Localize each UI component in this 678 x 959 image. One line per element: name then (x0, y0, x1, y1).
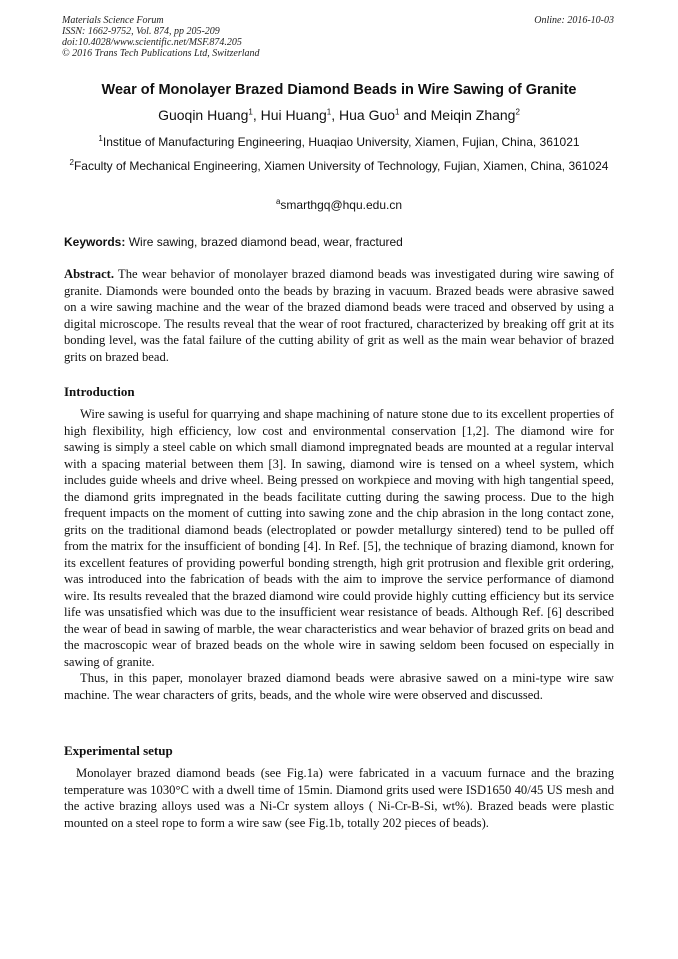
author-list (40, 107, 638, 123)
author-name: Guoqin Huang (158, 107, 249, 123)
introduction-body (64, 406, 614, 703)
email-mark: a (275, 197, 281, 206)
keywords (64, 235, 616, 249)
introduction-heading: Introduction (64, 384, 135, 399)
abstract (64, 266, 614, 365)
paragraph: Wire sawing is useful for quarrying and shape machining of nature stone due to its excellent properties of high flexibility, high efficiency, low cost and environmental conservation [1,2]. The diamond wire for sawing is simply a steel cable on which small diamond impregnated beads are mounted at a regular interval with a spacing material between them [3]. In sawing, diamond wire is tensed on a wheel system, which includes guide wheels and drive wheel. Being pressed on workpiece and moving with high tangential speed, the diamond grits impregnated in the beads facilitate cutting during the sawing process. Due to the high frequent impacts on the moment of cutting into sawing zone and the chip abrasion in the long contact zone, grits on the traditional diamond beads (electroplated or powder metallurgy sintered) tend to be pulled off from the matrix for the insufficient of bonding [4]. In Ref. [5], the technique of brazing diamond, known for its excellent features of providing powerful bonding strength, high grit protrusion and flexible grit ordering, was introduced into the fabrication of beads with the aim to improve the service performance of diamond wire. Its results revealed that the brazed diamond wire could provide highly cutting efficiency but its service life was unsatisfied which was due to the insufficient wear resistance of beads. Although Ref. [6] described the wear of bead in sawing of marble, the wear characteristics and wear behavior of brazed grits on bead and the macroscopic wear of brazed beads on the whole wire in sawing seldom been focused on especially in sawing of granite. (64, 407, 614, 669)
experimental-body (64, 765, 614, 831)
author-aff-mark: 2 (515, 107, 520, 117)
author-email (40, 198, 638, 212)
journal-name: Materials Science Forum (62, 15, 164, 26)
online-date: Online: 2016-10-03 (534, 15, 614, 26)
paragraph: Monolayer brazed diamond beads (see Fig.1a) were fabricated in a vacuum furnace and the brazing temperature was 1030°C with a dwell time of 15min. Diamond grits used were ISD1650 40/45 US mesh and the active brazing alloys used was a Ni-Cr system alloys ( Ni-Cr-B-Si, wt%). Brazed beads were plastic mounted on a steel rope to form a wire saw (see Fig.1b, totally 202 pieces of beads). (64, 766, 614, 830)
issn-line: ISSN: 1662-9752, Vol. 874, pp 205-209 (62, 26, 220, 37)
author-aff-mark: 1 (326, 107, 332, 117)
author-separator: and (399, 107, 431, 123)
author-name: Hui Huang (260, 107, 327, 123)
keywords-text: Wire sawing, brazed diamond bead, wear, fractured (128, 235, 403, 249)
copyright-line: © 2016 Trans Tech Publications Ltd, Switzerland (62, 48, 260, 59)
journal-header (62, 15, 260, 59)
affiliation-mark: 1 (98, 134, 103, 143)
paragraph: Thus, in this paper, monolayer brazed diamond beads were abrasive sawed on a mini-type wire saw machine. The wear characters of grits, beads, and the whole wire were observed and discussed. (64, 671, 614, 702)
affiliation-2 (60, 156, 618, 176)
affiliation-text: Faculty of Mechanical Engineering, Xiamen University of Technology, Fujian, Xiamen, China, 361024 (73, 159, 609, 173)
author-name: Hua Guo (339, 107, 396, 123)
experimental-heading: Experimental setup (64, 743, 173, 758)
author-aff-mark: 1 (395, 107, 400, 117)
author-name: Meiqin Zhang (430, 107, 516, 123)
email-address[interactable]: smarthgq@hqu.edu.cn (280, 198, 403, 212)
abstract-text: The wear behavior of monolayer brazed diamond beads was investigated during wire sawing of granite. Diamonds were bounded onto the beads by brazing in vacuum. Brazed beads were abrasive sawed on a wire sawing machine and the wear of the brazed diamond beads were traced and observed by using a digital microscope. The results reveal that the wear of root fractured, characterized by breaking off grit at its bonding level, was the fatal failure of the cutting ability of grit as well as the main wear behavior of brazed grits on brazed bead. (64, 267, 614, 364)
affiliation-mark: 2 (69, 158, 74, 167)
author-separator: , (252, 107, 261, 123)
abstract-label: Abstract. (64, 267, 115, 281)
doi-line: doi:10.4028/www.scientific.net/MSF.874.205 (62, 37, 242, 48)
keywords-label: Keywords: (64, 235, 126, 249)
author-separator: , (331, 107, 339, 123)
affiliation-text: Institue of Manufacturing Engineering, Huaqiao University, Xiamen, Fujian, China, 361021 (102, 135, 580, 149)
affiliation-1 (60, 132, 618, 152)
paper-title: Wear of Monolayer Brazed Diamond Beads in Wire Sawing of Granite (101, 82, 577, 98)
author-aff-mark: 1 (248, 107, 253, 117)
